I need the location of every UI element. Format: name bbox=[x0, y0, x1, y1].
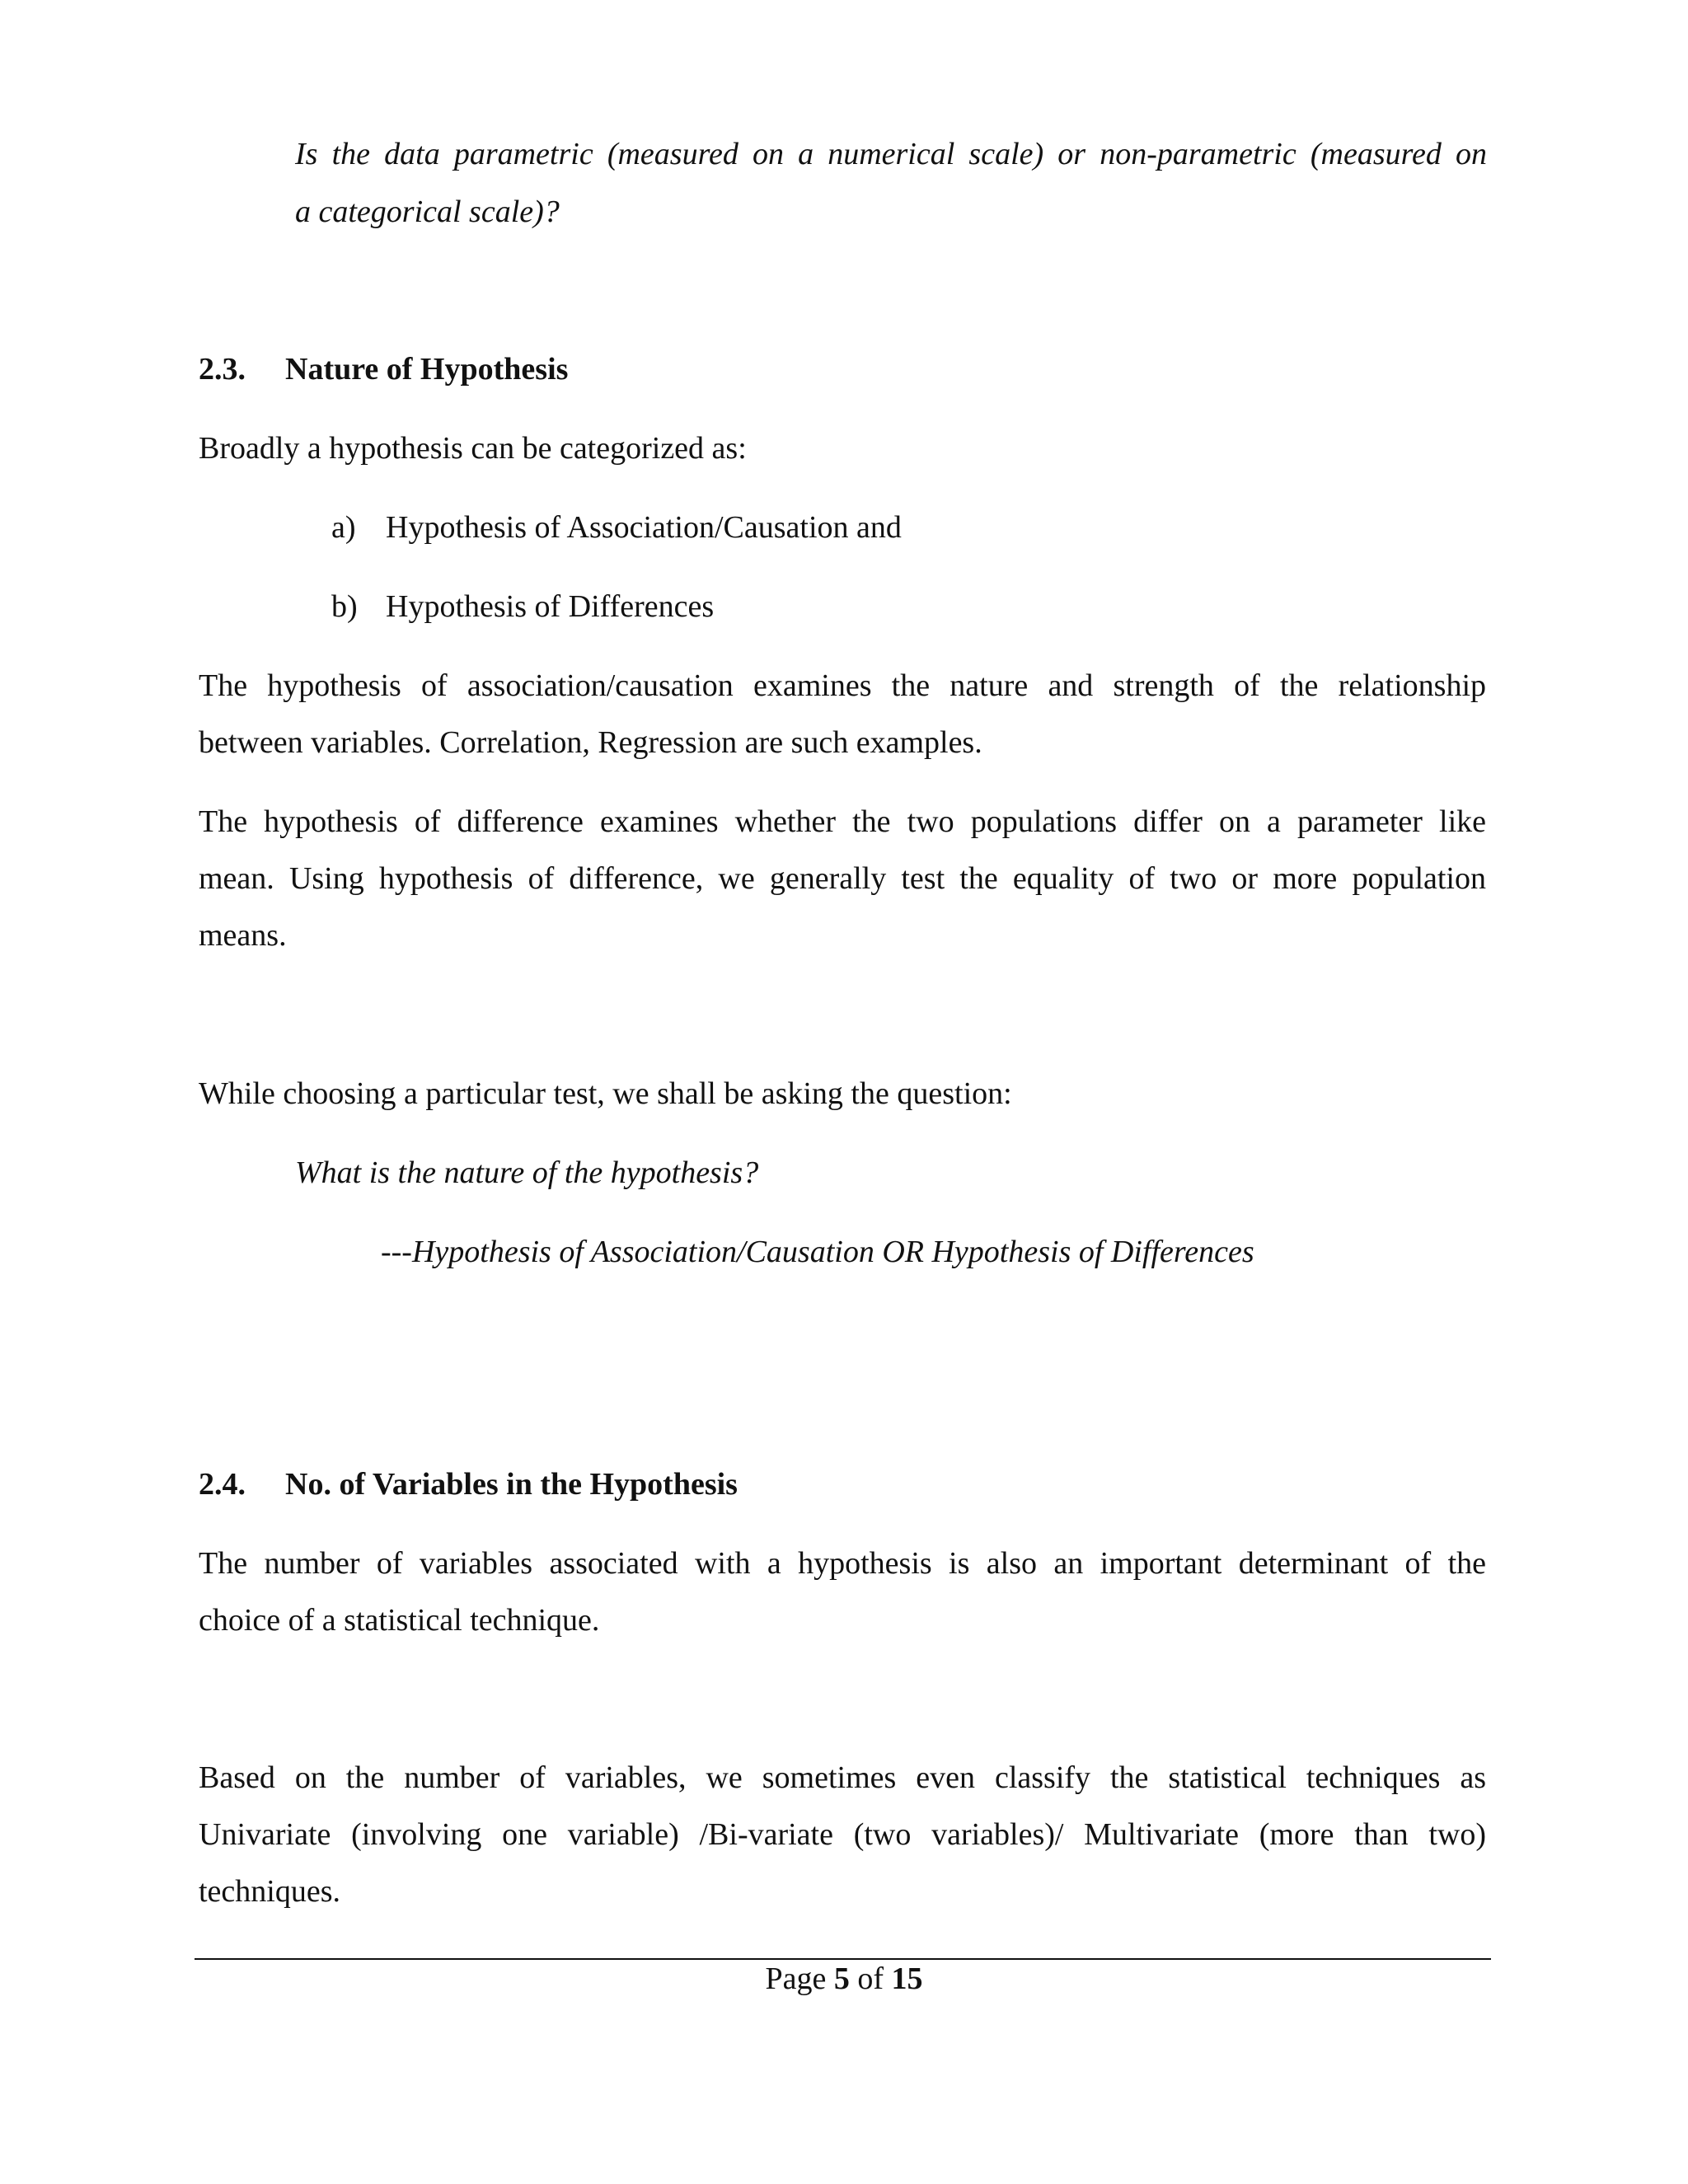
list-item-text: Hypothesis of Association/Causation and bbox=[386, 510, 902, 545]
footer-middle: of bbox=[849, 1961, 892, 1996]
paragraph-difference-line-1: The hypothesis of difference examines whether the two populations differ on a parameter like bbox=[199, 804, 1486, 839]
list-item bbox=[331, 509, 902, 546]
section-heading-2-3 bbox=[199, 350, 568, 388]
paragraph-classification-line-1: Based on the number of variables, we sometimes even classify the statistical techniques as bbox=[199, 1760, 1486, 1795]
list-item-text: Hypothesis of Differences bbox=[386, 589, 715, 624]
section-title: No. of Variables in the Hypothesis bbox=[285, 1467, 738, 1502]
paragraph-difference-line-3: means. bbox=[199, 918, 287, 953]
intro-question-line-2: a categorical scale)? bbox=[295, 194, 560, 229]
paragraph-classification-line-3: techniques. bbox=[199, 1874, 341, 1909]
paragraph-variables-line-1: The number of variables associated with a hypothesis is also an important determinant of the bbox=[199, 1546, 1486, 1581]
paragraph-variables-line-2: choice of a statistical technique. bbox=[199, 1603, 600, 1638]
section-number: 2.3. bbox=[199, 352, 246, 387]
current-page-number: 5 bbox=[833, 1961, 850, 1996]
section-heading-2-4 bbox=[199, 1465, 738, 1503]
nature-question: What is the nature of the hypothesis? bbox=[295, 1155, 759, 1190]
list-item bbox=[331, 588, 714, 626]
paragraph-classification-line-2: Univariate (involving one variable) /Bi-variate (two variables)/ Multivariate (more than two) bbox=[199, 1817, 1486, 1852]
footer-prefix: Page bbox=[765, 1961, 834, 1996]
list-marker: b) bbox=[331, 589, 358, 624]
section-title: Nature of Hypothesis bbox=[285, 352, 569, 387]
intro-question-line-1: Is the data parametric (measured on a numerical scale) or non-parametric (measured on bbox=[295, 137, 1487, 171]
section-number: 2.4. bbox=[199, 1467, 246, 1502]
paragraph-difference-line-2: mean. Using hypothesis of difference, we generally test the equality of two or more population bbox=[199, 861, 1486, 896]
page-footer bbox=[0, 1960, 1688, 1998]
choosing-test-line: While choosing a particular test, we shall be asking the question: bbox=[199, 1076, 1012, 1111]
total-page-count: 15 bbox=[891, 1961, 923, 1996]
nature-answer: ---Hypothesis of Association/Causation OR Hypothesis of Differences bbox=[381, 1235, 1254, 1269]
list-marker: a) bbox=[331, 510, 356, 545]
paragraph-association-line-2: between variables. Correlation, Regression are such examples. bbox=[199, 725, 982, 760]
section-intro: Broadly a hypothesis can be categorized as: bbox=[199, 431, 747, 466]
paragraph-association-line-1: The hypothesis of association/causation examines the nature and strength of the relationship bbox=[199, 668, 1486, 703]
